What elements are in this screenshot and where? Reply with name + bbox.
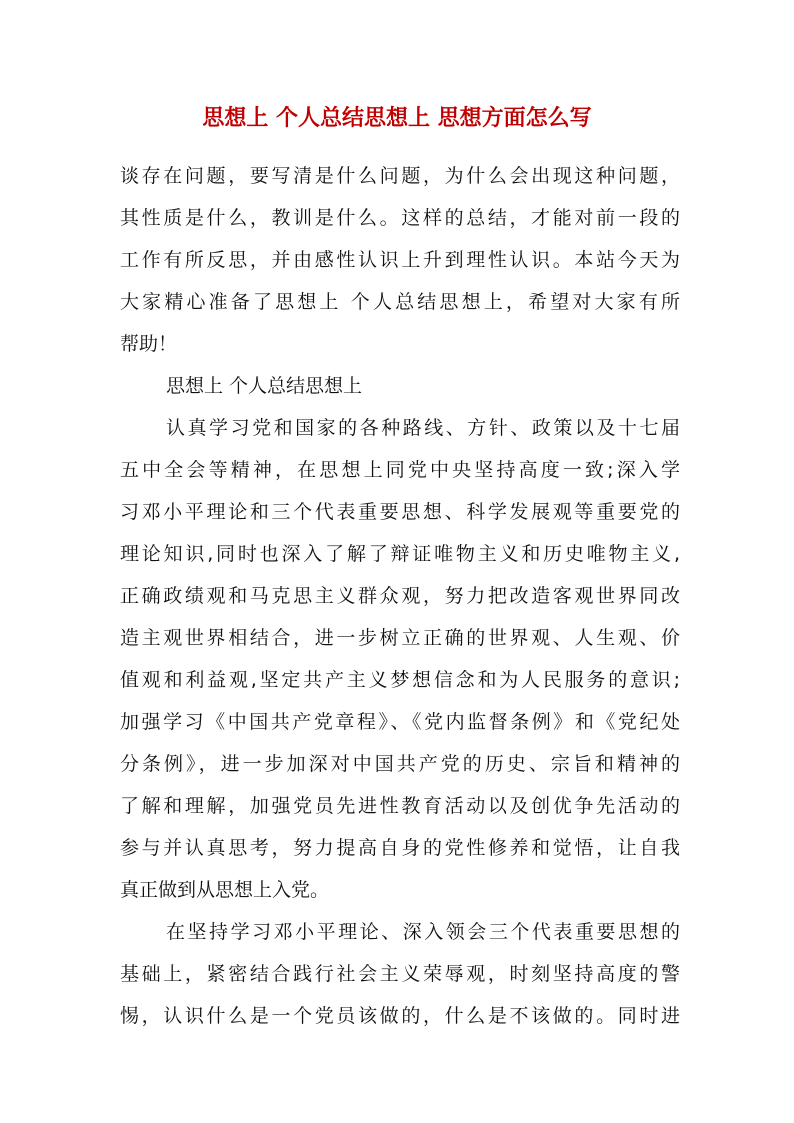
text-line: 习邓小平理论和三个代表重要思想、科学发展观等重要党的: [120, 501, 680, 523]
text-line: 工作有所反思，并由感性认识上升到理性认识。本站今天为: [120, 249, 680, 271]
text-line: 加强学习《中国共产党章程》、《党内监督条例》和《党纪处: [120, 711, 680, 733]
text-line: 造主观世界相结合，进一步树立正确的世界观、人生观、价: [120, 627, 680, 649]
text-line: 基础上，紧密结合践行社会主义荣辱观，时刻坚持高度的警: [120, 963, 680, 985]
text-line: 值观和利益观,坚定共产主义梦想信念和为人民服务的意识;: [120, 669, 680, 691]
text-line: 帮助！: [120, 333, 178, 355]
text-line: 在坚持学习邓小平理论、深入领会三个代表重要思想的: [166, 921, 680, 943]
text-line: 大家精心准备了思想上 个人总结思想上，希望对大家有所: [120, 291, 680, 313]
text-line: 参与并认真思考，努力提高自身的党性修养和觉悟，让自我: [120, 837, 680, 859]
paragraph: [120, 155, 680, 365]
text-line: 思想上 个人总结思想上: [166, 375, 363, 397]
document-body: [120, 155, 680, 1037]
text-line: 认真学习党和国家的各种路线、方针、政策以及十七届: [166, 417, 680, 439]
text-line: 真正做到从思想上入党。: [120, 879, 330, 901]
text-line: 正确政绩观和马克思主义群众观，努力把改造客观世界同改: [120, 585, 680, 607]
text-line: 其性质是什么，教训是什么。这样的总结，才能对前一段的: [120, 207, 680, 229]
paragraph: [120, 911, 680, 1037]
text-line: 分条例》，进一步加深对中国共产党的历史、宗旨和精神的: [120, 753, 680, 775]
text-line: 了解和理解，加强党员先进性教育活动以及创优争先活动的: [120, 795, 680, 817]
text-line: 惕，认识什么是一个党员该做的，什么是不该做的。同时进: [120, 1005, 680, 1027]
paragraph: [120, 407, 680, 911]
text-line: 谈存在问题，要写清是什么问题，为什么会出现这种问题，: [120, 165, 680, 187]
paragraph-subheading: [120, 365, 680, 407]
text-line: 理论知识,同时也深入了解了辩证唯物主义和历史唯物主义,: [120, 543, 680, 565]
document-title: 思想上 个人总结思想上 思想方面怎么写: [202, 105, 592, 131]
text-line: 五中全会等精神，在思想上同党中央坚持高度一致;深入学: [120, 459, 680, 481]
